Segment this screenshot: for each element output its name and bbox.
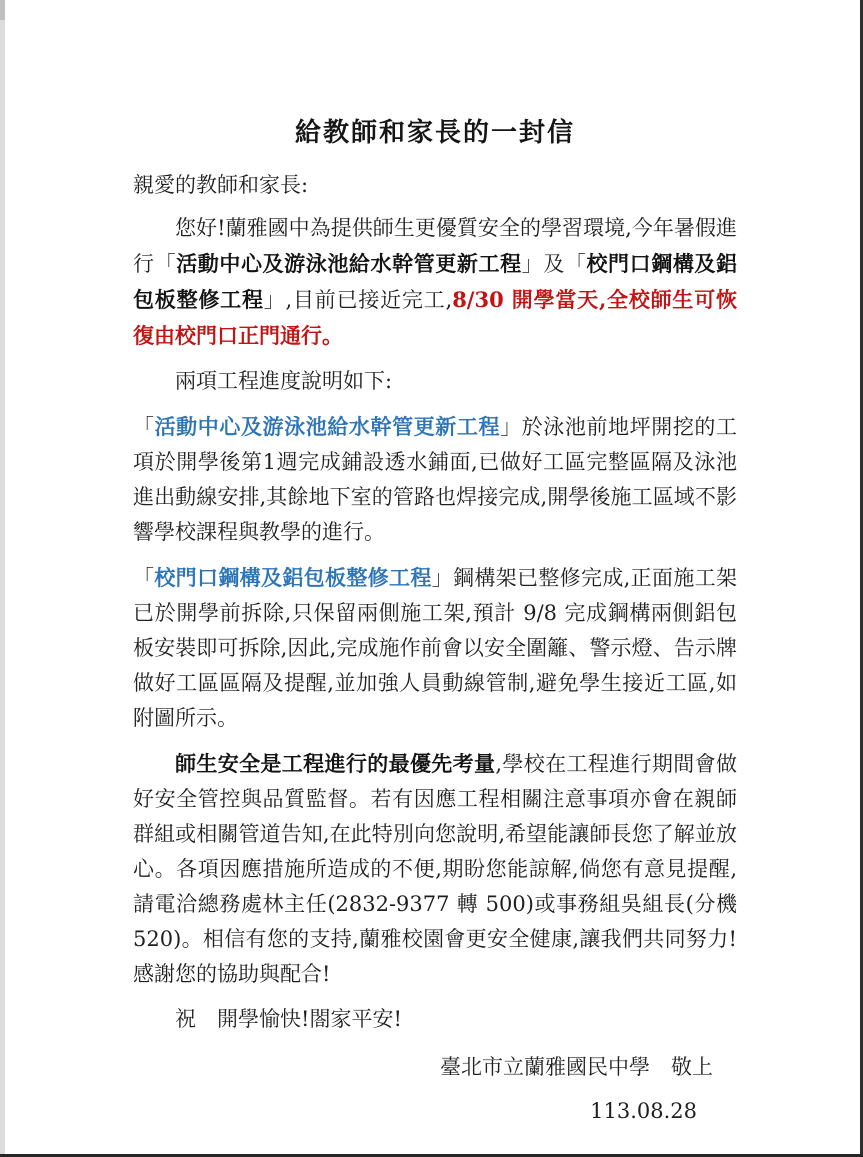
- paragraph: [133, 746, 737, 992]
- salutation: 親愛的教師和家長:: [133, 173, 309, 197]
- scan-edge-left: [0, 0, 5, 1157]
- letter-title: 給教師和家長的一封信: [294, 118, 575, 148]
- text-run: 」於泳池前地坪開挖的工項於開學後第1週完成鋪設透水鋪面,已做好工區完整區隔及泳池進出動線安排,其餘地下室的管路也焊接完成,開學後施工區域不影響學校課程與教學的進行。: [133, 415, 738, 544]
- text-run: 」鋼構架已整修完成,正面施工架已於開學前拆除,只保留兩側施工架,預計 9/8 完成鋼構兩側鋁包板安裝即可拆除,因此,完成施作前會以安全圍籬、警示燈、告示牌做好工區區隔及提醒,並加強人員動線管制,避免學生接近工區,如附圖所示。: [133, 566, 738, 730]
- date: 113.08.28: [590, 1099, 697, 1123]
- blue-project-run: 校門口鋼構及鋁包板整修工程: [154, 565, 432, 590]
- text-run: 兩項工程進度說明如下:: [175, 369, 393, 393]
- signature: 臺北市立蘭雅國民中學 敬上: [440, 1055, 713, 1079]
- paragraph: [133, 1002, 737, 1037]
- paragraph: [133, 409, 737, 550]
- bold-run: 活動中心及游泳池給水幹管更新工程: [176, 251, 522, 276]
- letter-body: [133, 211, 737, 1037]
- bold-run: 師生安全是工程進行的最優先考量: [175, 751, 496, 776]
- paragraph: [133, 211, 737, 354]
- bold-run: 校門口鋼構及鋁包板整修工程: [133, 251, 738, 312]
- text-run: 「: [133, 566, 155, 590]
- paragraph: [133, 364, 737, 399]
- paragraph: [133, 560, 737, 736]
- text-run: 」,目前已接近完工,: [263, 288, 453, 312]
- text-run: ,學校在工程進行期間會做好安全管控與品質監督。若有因應工程相關注意事項亦會在親師群組或相關管道告知,在此特別向您說明,希望能讓師長您了解並放心。各項因應措施所造成的不便,期盼您能諒解,倘您有意見提醒,請電洽總務處林主任(2832-9377 轉 500)或事務組吳組長(分機520)。相信有您的支持,蘭雅校園會更安全健康,讓我們共同努力!感謝您的協助與配合!: [133, 752, 737, 986]
- text-run: 「: [133, 415, 155, 439]
- red-highlight-run: 8/30 開學當天,全校師生可恢復由校門口正門通行。: [133, 287, 737, 348]
- text-run: 」及「: [521, 252, 587, 276]
- letter-page: [133, 0, 737, 1123]
- text-run: 您好!蘭雅國中為提供師生更優質安全的學習環境,今年暑假進行「: [133, 216, 737, 276]
- text-run: 祝 開學愉快!閤家平安!: [175, 1007, 402, 1031]
- blue-project-run: 活動中心及游泳池給水幹管更新工程: [154, 414, 501, 439]
